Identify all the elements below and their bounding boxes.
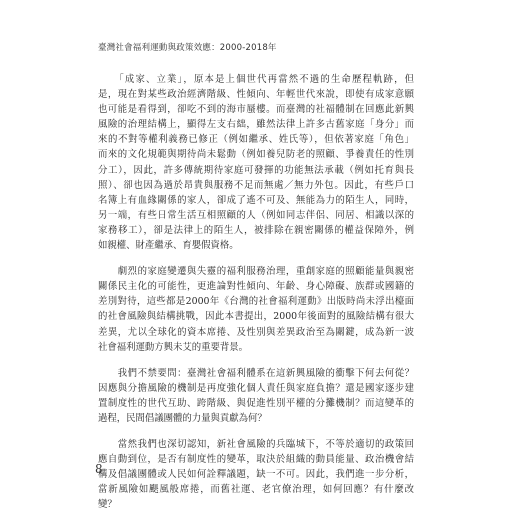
text-line: 名簿上有血緣關係的家人，卻成了遙不可及、無能為力的陌生人，同時，: [98, 194, 414, 206]
text-line: 另一端，有些日常生活互相照顧的人（例如同志伴侶、同居、相識以深的: [98, 209, 414, 221]
text-line: 關係民主化的可能性，更進論對性傾向、年齡、身心障礙、族群或國籍的: [98, 281, 414, 293]
page-number: 8: [95, 462, 103, 476]
text-line: 過程，民間倡議團體的力量與貢獻為何？: [98, 412, 267, 424]
text-line: 「成家、立業」，原本是上個世代再當然不過的生命歷程軌跡，但: [98, 74, 414, 85]
text-line: 差異，尤以全球化的資本席捲、及性別與差異政治至為關鍵，成為新一波: [98, 326, 414, 338]
paragraph-2: [98, 264, 414, 355]
text-line: 當新風險如颶風般席捲，而舊社運、老官僚治理，如何回應？有什麼改: [98, 484, 414, 496]
text-line: 是，現在對某些政治經濟階級、性傾向、年輕世代來說，即使有成家意願: [98, 89, 414, 101]
text-line: 的社會風險與結構挑戰，因此本書提出，2000年後面對的風險結構有很大: [98, 311, 414, 323]
paragraph-3: [98, 366, 414, 426]
text-line: 來的不對等權利義務已修正（例如繼承、姓氏等），但依著家庭「角色」: [98, 134, 414, 146]
body-text: [98, 72, 414, 524]
text-line: 劇烈的家庭變遷與失靈的福利服務治理，重創家庭的照顧能量與親密: [98, 266, 414, 278]
text-line: 應自動到位，是否有制度性的變革，取決於組織的動員能量、政治機會結: [98, 454, 414, 466]
text-line: 而來的文化規範與期待尚未鬆動（例如養兒防老的照顧、爭養責任的性別: [98, 149, 414, 161]
text-line: 置制度性的世代互助、跨階級、與促進性別平權的分攤機制？而這變革的: [98, 397, 414, 409]
text-line: 當然我們也深切認知，新社會風險的兵臨城下，不等於適切的政策回: [98, 439, 414, 451]
text-line: 我們不禁要問：臺灣社會福利體系在這新興風險的衝擊下何去何從？: [98, 367, 414, 379]
text-line: 照）、卻也因為過於昂貴與服務不足而無處／無力外包。因此，有些戶口: [98, 179, 414, 191]
text-line: 變？: [98, 499, 117, 511]
text-line: 差別對待，這些都是2000年《台灣的社會福利運動》出版時尚未浮出檯面: [98, 296, 414, 308]
text-line: 因應與分擔風險的機制是再度強化個人責任與家庭負擔？還是國家逐步建: [98, 382, 414, 394]
text-line: 如親權、財產繼承、育嬰假資格。: [98, 240, 239, 252]
text-line: 分工），因此，許多傳統期待家庭可發揮的功能無法承載（例如托育與長: [98, 164, 414, 176]
text-line: 社會福利運動方興未艾的重要背景。: [98, 341, 249, 353]
text-line: 也可能是看得到，卻吃不到的海市蜃樓。而臺灣的社福體制在回應此新興: [98, 104, 414, 116]
text-line: 風險的治理結構上，顯得左支右絀，雖然法律上許多古舊家庭「身分」而: [98, 119, 414, 131]
text-line: 家務移工），卻是法律上的陌生人，被排除在親密關係的權益保障外，例: [98, 224, 414, 236]
text-line: 構及倡議團體或人民如何詮釋議題，缺一不可。因此，我們進一步分析，: [98, 469, 414, 481]
paragraph-4: [98, 437, 414, 512]
running-head: 臺灣社會福利運動與政策效應：2000-2018年: [98, 43, 277, 53]
paragraph-1: [98, 72, 414, 253]
